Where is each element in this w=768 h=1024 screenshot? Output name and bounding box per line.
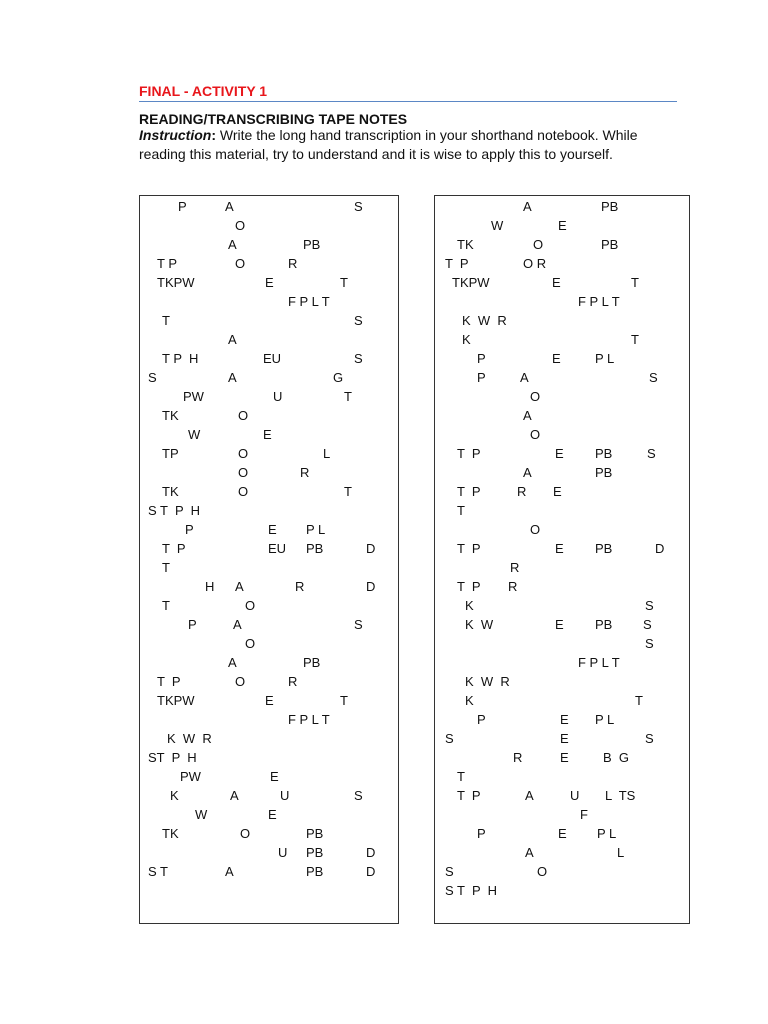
- stenotype-token: K: [170, 788, 179, 803]
- tape-note-line: [140, 786, 398, 805]
- tape-note-line: [435, 577, 689, 596]
- stenotype-token: PB: [306, 826, 324, 841]
- stenotype-token: A: [228, 237, 237, 252]
- tape-note-line: [435, 406, 689, 425]
- stenotype-token: PB: [303, 237, 321, 252]
- stenotype-token: S: [649, 370, 658, 385]
- stenotype-token: O: [238, 408, 249, 423]
- stenotype-token: E: [552, 351, 561, 366]
- tape-note-line: [435, 387, 689, 406]
- stenotype-token: O: [238, 465, 249, 480]
- stenotype-token: O: [530, 522, 541, 537]
- tape-note-line: [140, 254, 398, 273]
- tape-note-line: [140, 463, 398, 482]
- stenotype-token: S: [148, 370, 157, 385]
- stenotype-token: A: [230, 788, 239, 803]
- tape-note-line: [435, 824, 689, 843]
- stenotype-token: TK: [457, 237, 474, 252]
- tape-note-line: [140, 729, 398, 748]
- stenotype-token: P: [477, 351, 486, 366]
- tape-note-line: [435, 691, 689, 710]
- stenotype-token: S: [643, 617, 652, 632]
- stenotype-token: T: [344, 389, 352, 404]
- stenotype-token: O: [530, 427, 541, 442]
- stenotype-token: T: [162, 560, 170, 575]
- stenotype-token: L: [323, 446, 331, 461]
- stenotype-token: K W: [465, 617, 494, 632]
- tape-note-line: [140, 273, 398, 292]
- stenotype-token: S: [445, 731, 454, 746]
- stenotype-token: E: [268, 807, 277, 822]
- stenotype-token: P: [477, 712, 486, 727]
- stenotype-token: S: [645, 731, 654, 746]
- stenotype-token: TK: [162, 408, 179, 423]
- stenotype-token: T P H: [162, 351, 199, 366]
- stenotype-token: A: [228, 370, 237, 385]
- stenotype-token: E: [555, 541, 564, 556]
- stenotype-token: W: [188, 427, 201, 442]
- tape-note-line: [140, 824, 398, 843]
- tape-note-line: [435, 843, 689, 862]
- stenotype-token: O: [235, 674, 246, 689]
- tape-note-line: [435, 368, 689, 387]
- tape-note-line: [140, 482, 398, 501]
- stenotype-token: K W R: [465, 674, 510, 689]
- stenotype-token: T: [340, 275, 348, 290]
- tape-note-line: [435, 558, 689, 577]
- stenotype-token: F P L T: [288, 294, 330, 309]
- stenotype-token: S: [645, 598, 654, 613]
- stenotype-token: TK: [162, 484, 179, 499]
- stenotype-token: A: [520, 370, 529, 385]
- stenotype-token: T: [457, 769, 465, 784]
- stenotype-token: R: [288, 256, 298, 271]
- stenotype-token: R: [510, 560, 520, 575]
- tape-note-line: [435, 767, 689, 786]
- tape-note-line: [140, 767, 398, 786]
- tape-note-line: [140, 805, 398, 824]
- tape-note-line: [140, 596, 398, 615]
- stenotype-token: A: [523, 465, 532, 480]
- stenotype-token: P L: [597, 826, 617, 841]
- tape-note-line: [435, 881, 689, 900]
- stenotype-token: U: [278, 845, 288, 860]
- stenotype-token: S: [647, 446, 656, 461]
- stenotype-token: S T P H: [445, 883, 498, 898]
- tape-note-line: [140, 197, 398, 216]
- stenotype-token: T: [344, 484, 352, 499]
- tape-note-line: [140, 292, 398, 311]
- tape-notes-box-left: [139, 195, 399, 924]
- stenotype-token: S: [354, 617, 363, 632]
- stenotype-token: S: [645, 636, 654, 651]
- tape-note-line: [140, 672, 398, 691]
- stenotype-token: PB: [595, 617, 613, 632]
- stenotype-token: EU: [263, 351, 282, 366]
- tape-note-line: [435, 615, 689, 634]
- stenotype-token: A: [523, 408, 532, 423]
- stenotype-token: PB: [306, 864, 324, 879]
- stenotype-token: O: [238, 446, 249, 461]
- stenotype-token: U: [273, 389, 283, 404]
- stenotype-token: PB: [601, 199, 619, 214]
- tape-note-line: [435, 710, 689, 729]
- stenotype-token: R: [300, 465, 310, 480]
- stenotype-token: PB: [601, 237, 619, 252]
- stenotype-token: S: [445, 864, 454, 879]
- stenotype-token: W: [195, 807, 208, 822]
- stenotype-token: TKPW: [157, 275, 195, 290]
- tape-note-line: [435, 273, 689, 292]
- stenotype-token: T P: [457, 579, 481, 594]
- stenotype-token: A: [235, 579, 244, 594]
- tape-note-line: [435, 197, 689, 216]
- stenotype-token: PB: [306, 541, 324, 556]
- stenotype-token: F P L T: [578, 655, 620, 670]
- stenotype-token: O: [533, 237, 544, 252]
- stenotype-token: R: [295, 579, 305, 594]
- stenotype-token: U: [280, 788, 290, 803]
- instruction-text: Write the long hand transcription in your shorthand notebook. While reading this material, try to understand and it is wise to apply this to yourself.: [139, 127, 638, 162]
- stenotype-token: T P: [162, 541, 186, 556]
- tape-note-line: [435, 539, 689, 558]
- stenotype-token: PW: [180, 769, 201, 784]
- stenotype-token: T: [631, 275, 639, 290]
- stenotype-token: TK: [162, 826, 179, 841]
- stenotype-token: T: [635, 693, 643, 708]
- stenotype-token: E: [558, 218, 567, 233]
- stenotype-token: K W R: [167, 731, 212, 746]
- stenotype-token: F P L T: [578, 294, 620, 309]
- stenotype-token: E: [553, 484, 562, 499]
- tape-note-line: [140, 368, 398, 387]
- stenotype-token: TKPW: [452, 275, 490, 290]
- tape-note-line: [435, 482, 689, 501]
- stenotype-token: E: [555, 617, 564, 632]
- stenotype-token: O: [235, 256, 246, 271]
- tape-note-line: [435, 349, 689, 368]
- stenotype-token: PB: [306, 845, 324, 860]
- stenotype-token: E: [560, 712, 569, 727]
- stenotype-token: S T: [148, 864, 168, 879]
- stenotype-token: R: [517, 484, 527, 499]
- activity-title: FINAL - ACTIVITY 1: [139, 83, 268, 99]
- tape-note-line: [140, 444, 398, 463]
- tape-note-line: [435, 805, 689, 824]
- tape-note-line: [435, 311, 689, 330]
- stenotype-token: PW: [183, 389, 204, 404]
- title-underline: [139, 101, 677, 102]
- stenotype-token: P: [178, 199, 187, 214]
- stenotype-token: O: [245, 636, 256, 651]
- stenotype-token: E: [560, 731, 569, 746]
- stenotype-token: O: [240, 826, 251, 841]
- stenotype-token: E: [560, 750, 569, 765]
- tape-note-line: [435, 653, 689, 672]
- stenotype-token: O: [238, 484, 249, 499]
- stenotype-token: A: [225, 864, 234, 879]
- stenotype-token: A: [523, 199, 532, 214]
- stenotype-token: O: [530, 389, 541, 404]
- stenotype-token: S: [354, 313, 363, 328]
- stenotype-token: A: [225, 199, 234, 214]
- tape-note-line: [435, 501, 689, 520]
- stenotype-token: T: [340, 693, 348, 708]
- stenotype-token: R: [513, 750, 523, 765]
- stenotype-token: R: [288, 674, 298, 689]
- tape-note-line: [435, 634, 689, 653]
- tape-note-line: [140, 387, 398, 406]
- tape-note-line: [140, 406, 398, 425]
- stenotype-token: A: [233, 617, 242, 632]
- stenotype-token: E: [268, 522, 277, 537]
- stenotype-token: D: [366, 845, 376, 860]
- stenotype-token: L TS: [605, 788, 636, 803]
- tape-note-line: [140, 216, 398, 235]
- stenotype-token: G: [333, 370, 344, 385]
- tape-note-line: [435, 254, 689, 273]
- stenotype-token: T P: [457, 484, 481, 499]
- stenotype-token: H: [205, 579, 215, 594]
- tape-note-line: [140, 501, 398, 520]
- stenotype-token: P L: [595, 351, 615, 366]
- tape-note-line: [435, 786, 689, 805]
- stenotype-token: K: [462, 332, 471, 347]
- tape-note-line: [140, 311, 398, 330]
- stenotype-token: U: [570, 788, 580, 803]
- stenotype-token: P: [185, 522, 194, 537]
- tape-note-line: [140, 330, 398, 349]
- stenotype-token: T: [162, 313, 170, 328]
- tape-note-line: [435, 520, 689, 539]
- tape-note-line: [435, 292, 689, 311]
- tape-note-line: [140, 634, 398, 653]
- stenotype-token: EU: [268, 541, 287, 556]
- instruction-colon: :: [211, 127, 217, 143]
- stenotype-token: S: [354, 788, 363, 803]
- stenotype-token: A: [525, 788, 534, 803]
- stenotype-token: T: [631, 332, 639, 347]
- tape-note-line: [435, 596, 689, 615]
- stenotype-token: ST P H: [148, 750, 197, 765]
- stenotype-token: O R: [523, 256, 547, 271]
- stenotype-token: T P: [157, 256, 177, 271]
- stenotype-token: P: [477, 826, 486, 841]
- tape-note-line: [140, 425, 398, 444]
- stenotype-token: A: [228, 332, 237, 347]
- stenotype-token: A: [525, 845, 534, 860]
- stenotype-token: B G: [603, 750, 630, 765]
- stenotype-token: O: [245, 598, 256, 613]
- tape-note-line: [140, 577, 398, 596]
- tape-note-line: [140, 349, 398, 368]
- stenotype-token: K: [465, 598, 474, 613]
- stenotype-token: E: [552, 275, 561, 290]
- stenotype-token: T P: [445, 256, 469, 271]
- tape-note-line: [435, 425, 689, 444]
- stenotype-token: S: [354, 199, 363, 214]
- stenotype-token: F P L T: [288, 712, 330, 727]
- stenotype-token: TKPW: [157, 693, 195, 708]
- stenotype-token: PB: [595, 465, 613, 480]
- stenotype-token: TP: [162, 446, 179, 461]
- stenotype-token: E: [558, 826, 567, 841]
- stenotype-token: T P: [157, 674, 181, 689]
- section-heading: READING/TRANSCRIBING TAPE NOTES: [139, 111, 408, 127]
- tape-note-line: [140, 748, 398, 767]
- stenotype-token: P L: [306, 522, 326, 537]
- stenotype-token: O: [235, 218, 246, 233]
- tape-note-line: [435, 330, 689, 349]
- tape-note-line: [435, 672, 689, 691]
- stenotype-token: P: [477, 370, 486, 385]
- stenotype-token: T P: [457, 788, 481, 803]
- tape-note-line: [435, 729, 689, 748]
- tape-note-line: [140, 691, 398, 710]
- stenotype-token: D: [366, 864, 376, 879]
- stenotype-token: F: [580, 807, 588, 822]
- stenotype-token: W: [491, 218, 504, 233]
- stenotype-token: E: [270, 769, 279, 784]
- stenotype-token: PB: [303, 655, 321, 670]
- instruction-paragraph: [139, 126, 677, 164]
- stenotype-token: PB: [595, 541, 613, 556]
- stenotype-token: D: [366, 579, 376, 594]
- stenotype-token: P: [188, 617, 197, 632]
- stenotype-token: PB: [595, 446, 613, 461]
- stenotype-token: E: [265, 693, 274, 708]
- tape-note-line: [435, 463, 689, 482]
- stenotype-token: K W R: [462, 313, 507, 328]
- stenotype-token: E: [265, 275, 274, 290]
- stenotype-token: S: [354, 351, 363, 366]
- tape-notes-box-right: [434, 195, 690, 924]
- stenotype-token: T: [457, 503, 465, 518]
- instruction-label: Instruction: [139, 127, 212, 143]
- tape-note-line: [140, 235, 398, 254]
- stenotype-token: A: [228, 655, 237, 670]
- stenotype-token: R: [508, 579, 518, 594]
- tape-note-line: [435, 444, 689, 463]
- tape-note-line: [140, 843, 398, 862]
- tape-note-line: [140, 710, 398, 729]
- tape-note-line: [435, 216, 689, 235]
- tape-note-line: [140, 539, 398, 558]
- stenotype-token: D: [366, 541, 376, 556]
- stenotype-token: D: [655, 541, 665, 556]
- stenotype-token: S T P H: [148, 503, 201, 518]
- stenotype-token: E: [555, 446, 564, 461]
- stenotype-token: T P: [457, 446, 481, 461]
- tape-note-line: [140, 615, 398, 634]
- stenotype-token: T: [162, 598, 170, 613]
- stenotype-token: P L: [595, 712, 615, 727]
- tape-note-line: [140, 520, 398, 539]
- stenotype-token: T P: [457, 541, 481, 556]
- stenotype-token: L: [617, 845, 625, 860]
- tape-note-line: [140, 653, 398, 672]
- stenotype-token: E: [263, 427, 272, 442]
- stenotype-token: O: [537, 864, 548, 879]
- tape-note-line: [140, 862, 398, 881]
- stenotype-token: K: [465, 693, 474, 708]
- tape-note-line: [435, 235, 689, 254]
- tape-note-line: [140, 558, 398, 577]
- tape-note-line: [435, 862, 689, 881]
- tape-note-line: [435, 748, 689, 767]
